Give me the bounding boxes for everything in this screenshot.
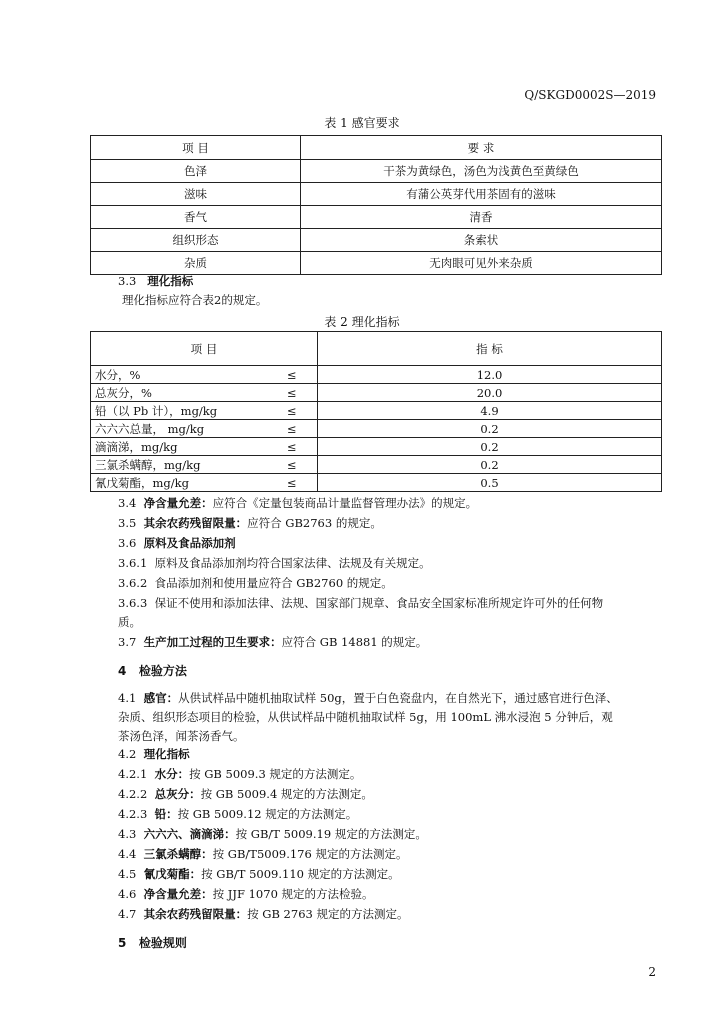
- table-cell: 组织形态: [91, 229, 301, 252]
- table-cell: ≤: [267, 366, 318, 384]
- table-cell: 香气: [91, 206, 301, 229]
- table1-caption: 表 1 感官要求: [324, 116, 400, 130]
- clause-3-5: 3.5 其余农药残留限量：应符合 GB2763 的规定。: [118, 516, 382, 530]
- table-row: [91, 252, 662, 275]
- table-row: [91, 229, 662, 252]
- table-cell: 有蒲公英芽代用茶固有的滋味: [301, 183, 662, 206]
- clause-4-2-1: 4.2.1 水分：按 GB 5009.3 规定的方法测定。: [118, 767, 362, 781]
- section-5-heading: 5 检验规则: [118, 936, 187, 950]
- table-cell: 氰戊菊酯，mg/kg: [91, 474, 267, 492]
- table-cell: ≤: [267, 384, 318, 402]
- clause-4-5: 4.5 氰戊菊酯：按 GB/T 5009.110 规定的方法测定。: [118, 867, 400, 881]
- table-cell: ≤: [267, 438, 318, 456]
- table-cell: ≤: [267, 420, 318, 438]
- section-3-3-heading: 3.3 理化指标: [118, 274, 194, 288]
- clause-4-1-line3: 茶汤色泽，闻茶汤香气。: [118, 729, 245, 743]
- clause-4-3: 4.3 六六六、滴滴涕：按 GB/T 5009.19 规定的方法测定。: [118, 827, 427, 841]
- column-header: 要 求: [301, 136, 662, 160]
- clause-4-2-3: 4.2.3 铅：按 GB 5009.12 规定的方法测定。: [118, 807, 358, 821]
- table-row: [91, 420, 662, 438]
- section-3-3-body: 理化指标应符合表2的规定。: [122, 293, 268, 307]
- clause-4-7: 4.7 其余农药残留限量：按 GB 2763 规定的方法测定。: [118, 907, 409, 921]
- table-cell: ≤: [267, 402, 318, 420]
- table-cell: 条索状: [301, 229, 662, 252]
- table-cell: 0.5: [318, 474, 662, 492]
- table-cell: 六六六总量， mg/kg: [91, 420, 267, 438]
- table-row: [91, 366, 662, 384]
- clause-3-6-1: 3.6.1 原料及食品添加剂均符合国家法律、法规及有关规定。: [118, 556, 431, 570]
- table-cell: ≤: [267, 456, 318, 474]
- table-cell: 滴滴涕，mg/kg: [91, 438, 267, 456]
- table-row: [91, 474, 662, 492]
- clause-3-7: 3.7 生产加工过程的卫生要求：应符合 GB 14881 的规定。: [118, 635, 428, 649]
- table-row: [91, 183, 662, 206]
- clause-4-1-line1: 4.1 感官：从供试样品中随机抽取试样 50g，置于白色瓷盘内，在自然光下，通过感官进行色泽、: [118, 691, 618, 705]
- column-header: 指 标: [318, 332, 662, 366]
- clause-4-2: 4.2 理化指标: [118, 747, 190, 761]
- table-cell: 0.2: [318, 456, 662, 474]
- table-cell: 清香: [301, 206, 662, 229]
- page-number: 2: [648, 965, 656, 979]
- table-cell: 铅（以 Pb 计），mg/kg: [91, 402, 267, 420]
- table-row: [91, 160, 662, 183]
- table-row: [91, 456, 662, 474]
- table-cell: ≤: [267, 474, 318, 492]
- table-cell: 0.2: [318, 438, 662, 456]
- table-cell: 三氯杀螨醇，mg/kg: [91, 456, 267, 474]
- clause-3-4: 3.4 净含量允差：应符合《定量包装商品计量监督管理办法》的规定。: [118, 496, 478, 510]
- table-cell: 20.0: [318, 384, 662, 402]
- clause-3-6-2: 3.6.2 食品添加剂和使用量应符合 GB2760 的规定。: [118, 576, 393, 590]
- column-header: 项 目: [91, 136, 301, 160]
- clause-3-6: 3.6 原料及食品添加剂: [118, 536, 236, 550]
- table2-caption: 表 2 理化指标: [324, 315, 400, 329]
- table-row: [91, 402, 662, 420]
- table-header-row: [91, 136, 662, 160]
- physicochemical-table: [90, 331, 662, 492]
- clause-4-1-line2: 杂质、组织形态项目的检验，从供试样品中随机抽取试样 5g，用 100mL 沸水浸泡 5 分钟后，观: [118, 710, 613, 724]
- table-cell: 无肉眼可见外来杂质: [301, 252, 662, 275]
- table-header-row: [91, 332, 662, 366]
- clause-3-6-3: 3.6.3 保证不使用和添加法律、法规、国家部门规章、食品安全国家标准所规定许可外的任何物: [118, 596, 604, 610]
- clause-3-6-3-continued: 质。: [118, 615, 141, 629]
- table-cell: 滋味: [91, 183, 301, 206]
- clause-4-6: 4.6 净含量允差：按 JJF 1070 规定的方法检验。: [118, 887, 374, 901]
- table-row: [91, 384, 662, 402]
- table-cell: 总灰分，%: [91, 384, 267, 402]
- table-cell: 水分，%: [91, 366, 267, 384]
- column-header: 项 目: [91, 332, 318, 366]
- table-cell: 杂质: [91, 252, 301, 275]
- table-cell: 0.2: [318, 420, 662, 438]
- table-row: [91, 438, 662, 456]
- table-row: [91, 206, 662, 229]
- clause-4-4: 4.4 三氯杀螨醇：按 GB/T5009.176 规定的方法测定。: [118, 847, 408, 861]
- section-4-heading: 4 检验方法: [118, 664, 187, 678]
- clause-4-2-2: 4.2.2 总灰分：按 GB 5009.4 规定的方法测定。: [118, 787, 373, 801]
- sensory-table: [90, 135, 662, 275]
- document-code: Q/SKGD0002S—2019: [524, 88, 656, 102]
- table-cell: 4.9: [318, 402, 662, 420]
- table-cell: 12.0: [318, 366, 662, 384]
- table-cell: 色泽: [91, 160, 301, 183]
- table-cell: 干茶为黄绿色，汤色为浅黄色至黄绿色: [301, 160, 662, 183]
